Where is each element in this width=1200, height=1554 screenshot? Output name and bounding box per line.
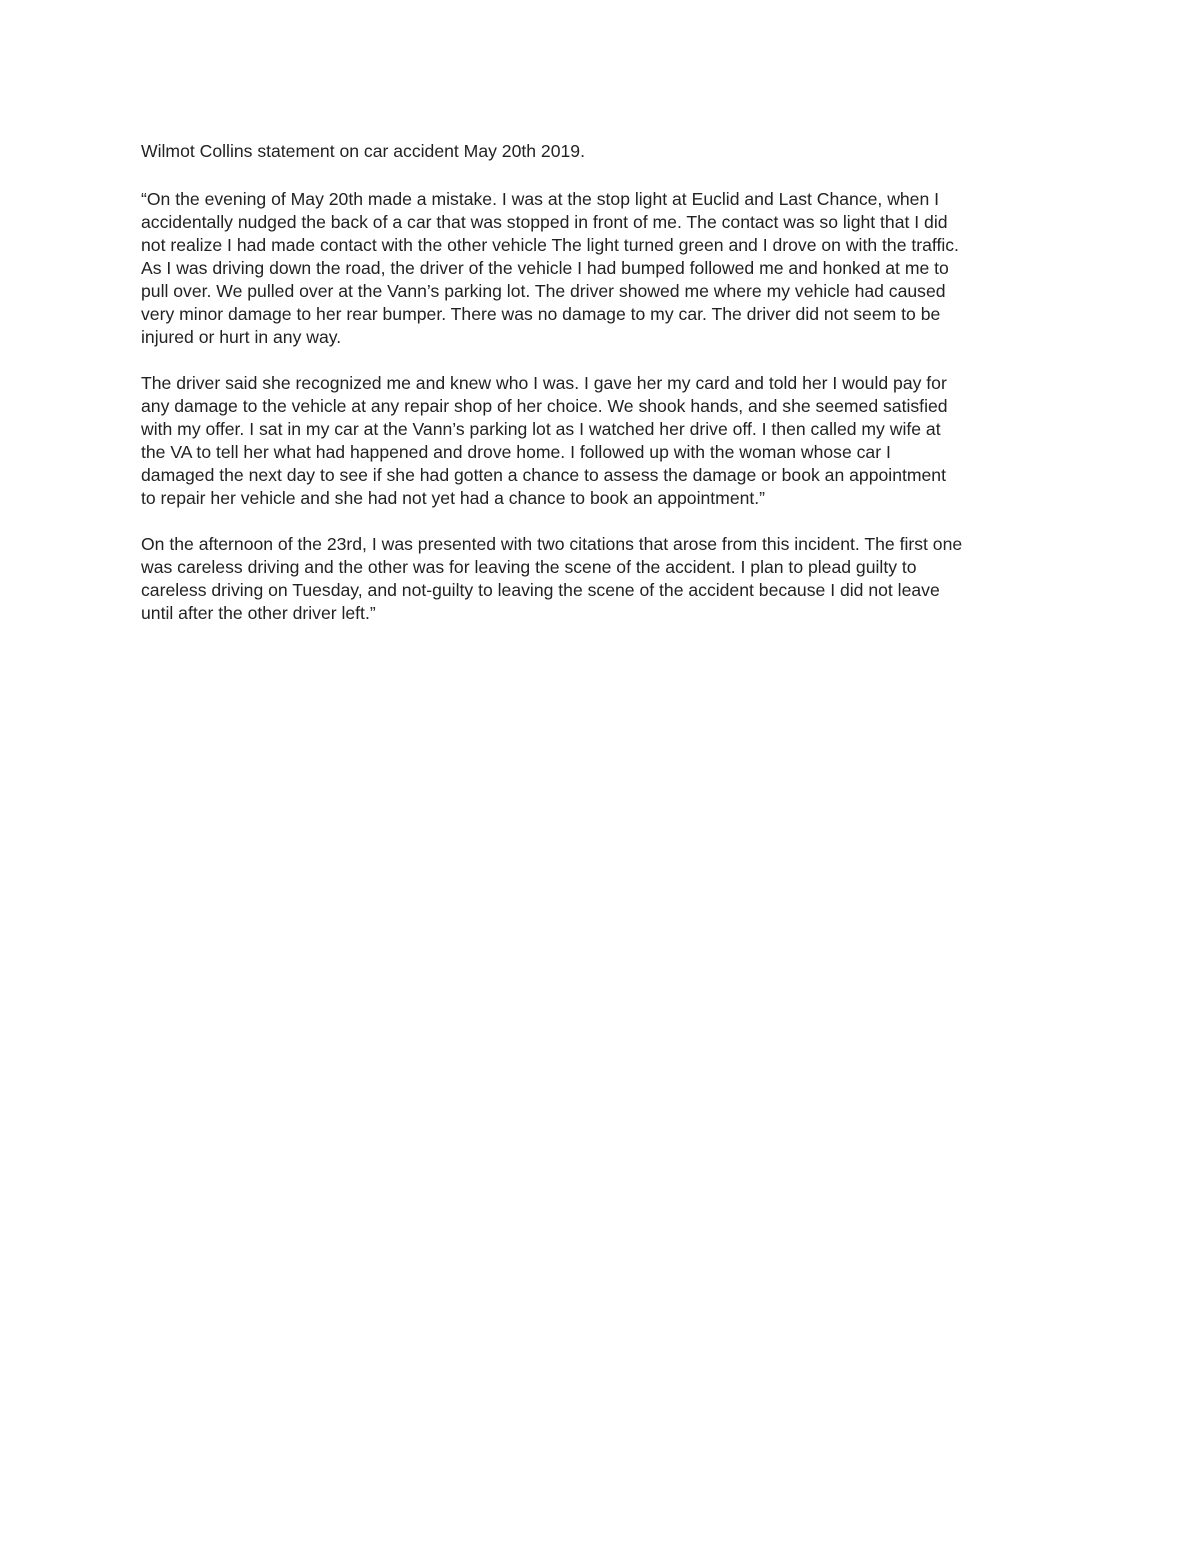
paragraph-line: pull over. We pulled over at the Vann’s parking lot. The driver showed me where my vehicle had caused <box>141 281 946 301</box>
paragraph-line: until after the other driver left.” <box>141 603 376 623</box>
paragraph-line: accidentally nudged the back of a car that was stopped in front of me. The contact was so light that I did <box>141 212 948 232</box>
paragraph-line: careless driving on Tuesday, and not-guilty to leaving the scene of the accident because I did not leave <box>141 580 940 600</box>
paragraph-line: As I was driving down the road, the driver of the vehicle I had bumped followed me and honked at me to <box>141 258 949 278</box>
statement-paragraph-1 <box>141 188 1066 349</box>
paragraph-line: any damage to the vehicle at any repair shop of her choice. We shook hands, and she seemed satisfied <box>141 396 948 416</box>
paragraph-line: with my offer. I sat in my car at the Vann’s parking lot as I watched her drive off. I then called my wife at <box>141 419 941 439</box>
paragraph-line: very minor damage to her rear bumper. There was no damage to my car. The driver did not seem to be <box>141 304 941 324</box>
paragraph-line: to repair her vehicle and she had not yet had a chance to book an appointment.” <box>141 488 766 508</box>
paragraph-line: damaged the next day to see if she had gotten a chance to assess the damage or book an appointment <box>141 465 946 485</box>
paragraph-line: was careless driving and the other was for leaving the scene of the accident. I plan to plead guilty to <box>141 557 917 577</box>
statement-document <box>141 140 1066 625</box>
paragraph-line: The driver said she recognized me and knew who I was. I gave her my card and told her I would pay for <box>141 373 947 393</box>
paragraph-line: “On the evening of May 20th made a mistake. I was at the stop light at Euclid and Last Chance, when I <box>141 189 940 209</box>
document-title: Wilmot Collins statement on car accident May 20th 2019. <box>141 141 585 161</box>
paragraph-line: On the afternoon of the 23rd, I was presented with two citations that arose from this incident. The first one <box>141 534 963 554</box>
paragraph-line: injured or hurt in any way. <box>141 327 342 347</box>
paragraph-line: the VA to tell her what had happened and drove home. I followed up with the woman whose car I <box>141 442 891 462</box>
statement-paragraph-3 <box>141 533 1066 625</box>
paragraph-line: not realize I had made contact with the other vehicle The light turned green and I drove on with the traffic. <box>141 235 959 255</box>
statement-paragraph-2 <box>141 372 1066 510</box>
